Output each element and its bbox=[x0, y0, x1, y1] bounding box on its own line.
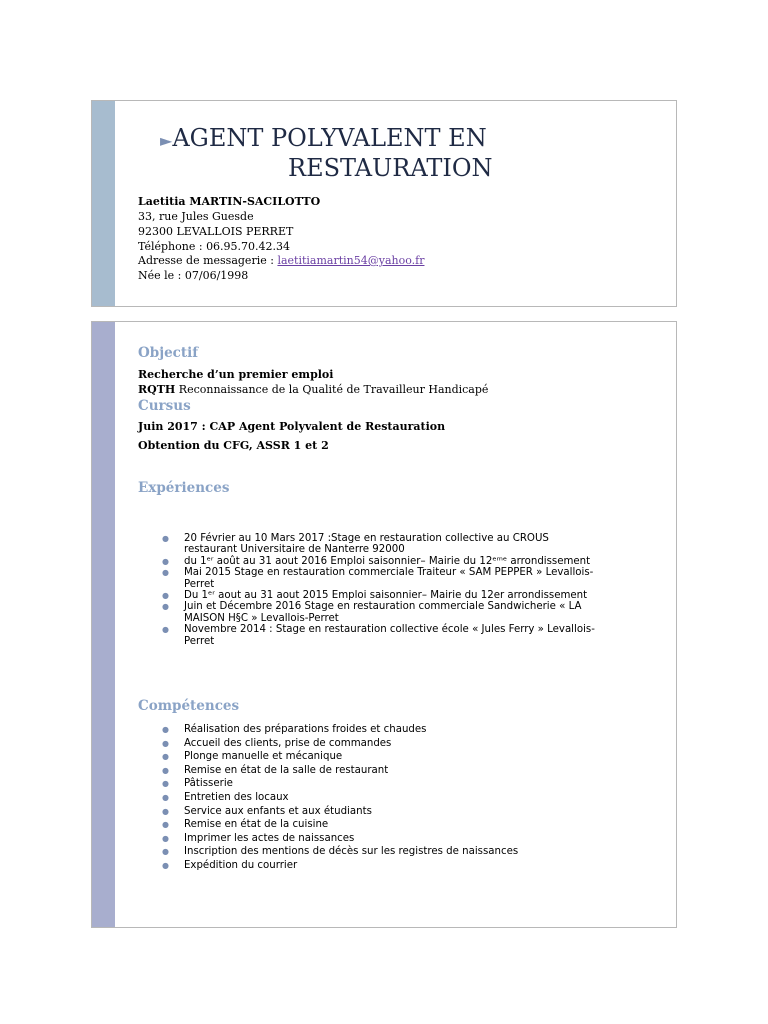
list-item: ● Réalisation des préparations froides et chaudes bbox=[162, 724, 427, 735]
list-item: ● Entretien des locaux bbox=[162, 791, 289, 803]
address-line-1: 33, rue Jules Guesde bbox=[138, 210, 254, 223]
phone: Téléphone : 06.95.70.42.34 bbox=[138, 240, 291, 253]
content-slide bbox=[91, 321, 677, 928]
list-item: ● Accueil des clients, prise de commandes bbox=[162, 737, 392, 749]
bullet-icon: ● bbox=[162, 820, 169, 830]
bullet-icon: ● bbox=[162, 792, 169, 802]
bullet-icon: ● bbox=[162, 534, 169, 543]
list-item: ● Imprimer les actes de naissances bbox=[162, 832, 355, 844]
list-item: ● Pâtisserie bbox=[162, 778, 233, 790]
objectif-rqth: RQTH Reconnaissance de la Qualité de Travailleur Handicapé bbox=[138, 383, 489, 396]
bullet-icon: ● bbox=[162, 752, 169, 762]
experiences-heading: Expériences bbox=[138, 480, 230, 496]
bullet-icon: ● bbox=[162, 779, 169, 789]
list-item: ● Remise en état de la salle de restaurant bbox=[162, 764, 389, 776]
list-item: ● Du 1ᵉʳ aout au 31 aout 2015 Emploi saisonnier– Mairie du 12er arrondissement bbox=[162, 590, 588, 602]
bullet-icon: ● bbox=[162, 556, 169, 566]
list-item: ● Juin et Décembre 2016 Stage en restauration commerciale Sandwicherie « LA MAISON H§C » Levallois-Perret bbox=[162, 601, 582, 624]
list-item: ● Inscription des mentions de décès sur les registres de naissances bbox=[162, 846, 519, 858]
list-item: ● du 1ᵉʳ août au 31 aout 2016 Emploi saisonnier– Mairie du 12ᵉᵐᵉ arrondissement bbox=[162, 555, 591, 567]
cursus-heading: Cursus bbox=[138, 398, 191, 414]
bullet-icon: ● bbox=[162, 806, 169, 816]
objectif-heading: Objectif bbox=[138, 345, 199, 361]
bullet-icon: ● bbox=[162, 765, 169, 775]
title-line-2: RESTAURATION bbox=[288, 154, 493, 182]
title-line-1: ►AGENT POLYVALENT EN bbox=[160, 124, 487, 152]
list-item: ● Novembre 2014 : Stage en restauration collective école « Jules Ferry » Levallois- Perret bbox=[162, 624, 595, 647]
triangle-bullet-icon: ► bbox=[160, 131, 173, 150]
list-item: ● 20 Février au 10 Mars 2017 :Stage en restauration collective au CROUS restaurant Universitaire de Nanterre 92000 bbox=[162, 533, 549, 556]
competences-heading: Compétences bbox=[138, 698, 240, 714]
bullet-icon: ● bbox=[162, 568, 169, 578]
list-item: ● Plonge manuelle et mécanique bbox=[162, 751, 343, 763]
cursus-line-1: Juin 2017 : CAP Agent Polyvalent de Restauration bbox=[138, 420, 446, 433]
header-accent-bar bbox=[92, 101, 115, 306]
bullet-icon: ● bbox=[162, 847, 169, 857]
candidate-name: Laetitia MARTIN-SACILOTTO bbox=[138, 195, 321, 208]
bullet-icon: ● bbox=[162, 833, 169, 843]
header-slide bbox=[91, 100, 677, 307]
bullet-icon: ● bbox=[162, 591, 169, 601]
list-item: ● Service aux enfants et aux étudiants bbox=[162, 805, 372, 817]
cursus-line-2: Obtention du CFG, ASSR 1 et 2 bbox=[138, 439, 329, 452]
content-accent-bar bbox=[92, 322, 115, 927]
experiences-list bbox=[162, 533, 644, 647]
bullet-icon: ● bbox=[162, 625, 169, 635]
email-line: Adresse de messagerie : laetitiamartin54@yahoo.fr bbox=[138, 254, 425, 267]
list-item: ● Expédition du courrier bbox=[162, 859, 298, 871]
list-item: ● Mai 2015 Stage en restauration commerciale Traiteur « SAM PEPPER » Levallois- Perret bbox=[162, 567, 594, 590]
bullet-icon: ● bbox=[162, 860, 169, 870]
email-link[interactable]: laetitiamartin54@yahoo.fr bbox=[277, 254, 425, 267]
birth-date: Née le : 07/06/1998 bbox=[138, 269, 249, 282]
bullet-icon: ● bbox=[162, 738, 169, 748]
list-item: ● Remise en état de la cuisine bbox=[162, 819, 329, 831]
objectif-line-1: Recherche d’un premier emploi bbox=[138, 368, 334, 381]
bullet-icon: ● bbox=[162, 602, 169, 612]
competences-list bbox=[162, 723, 644, 873]
bullet-icon: ● bbox=[162, 725, 169, 734]
address-line-2: 92300 LEVALLOIS PERRET bbox=[138, 225, 294, 238]
